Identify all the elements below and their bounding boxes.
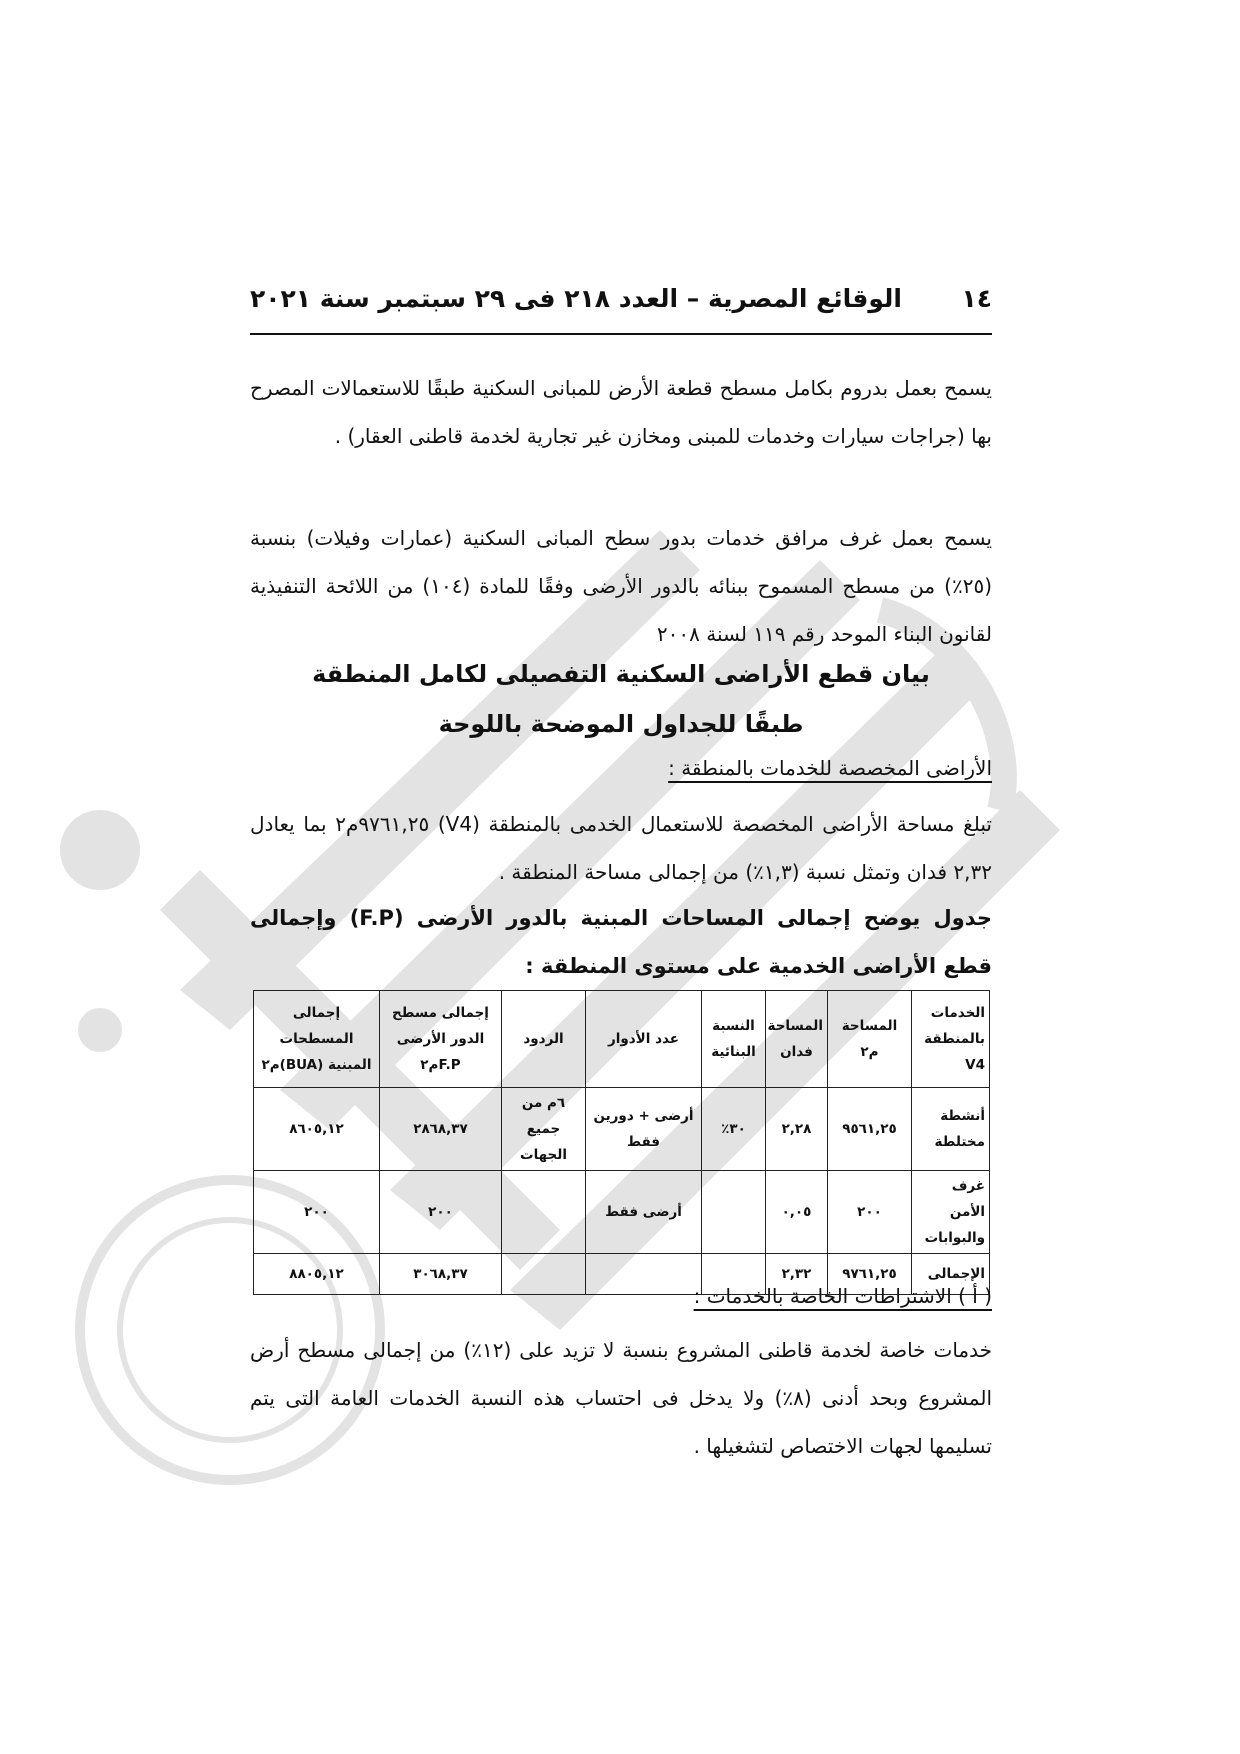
table-row xyxy=(254,1171,990,1254)
table-cell: ٨٦٠٥,١٢ xyxy=(254,1088,380,1171)
table-cell xyxy=(702,1171,766,1254)
column-header: الخدمات بالمنطقة V4 xyxy=(912,991,990,1088)
gazette-title: الوقائع المصرية – العدد ٢١٨ فى ٢٩ سبتمبر سنة ٢٠٢١ xyxy=(250,283,902,313)
table-cell: أنشطة مختلطة xyxy=(912,1088,990,1171)
table-cell: ٨٨٠٥,١٢ xyxy=(254,1254,380,1295)
column-header: النسبة البنائية xyxy=(702,991,766,1088)
table-cell: ٩٧٦١,٢٥ xyxy=(828,1254,912,1295)
table-cell: ٠,٠٥ xyxy=(766,1171,828,1254)
table-cell: ٢,٣٢ xyxy=(766,1254,828,1295)
page-number: ١٤ xyxy=(961,283,992,313)
column-header: إجمالى المسطحات المبنية (BUA)م٢ xyxy=(254,991,380,1088)
table-cell: أرضى + دورين فقط xyxy=(586,1088,702,1171)
table-caption: جدول يوضح إجمالى المساحات المبنية بالدور الأرضى (F.P) وإجمالى قطع الأراضى الخدمية على مستوى المنطقة : xyxy=(250,906,992,978)
table-cell: ٢٠٠ xyxy=(380,1171,502,1254)
column-header: المساحة م٢ xyxy=(828,991,912,1088)
paragraph-services-area: تبلغ مساحة الأراضى المخصصة للاستعمال الخدمى بالمنطقة (V4) ٩٧٦١,٢٥م٢ بما يعادل ٢,٣٢ فدان وتمثل نسبة (١,٣٪) من إجمالى مساحة المنطقة . xyxy=(250,812,992,884)
column-header: المساحة فدان xyxy=(766,991,828,1088)
services-conditions-subhead-text: ( أ ) الاشتراطات الخاصة بالخدمات : xyxy=(693,1284,992,1308)
table-cell: ٢٠٠ xyxy=(254,1171,380,1254)
table-row xyxy=(254,1088,990,1171)
column-header: عدد الأدوار xyxy=(586,991,702,1088)
services-table xyxy=(253,990,990,1295)
table-cell: غرف الأمن والبوابات xyxy=(912,1171,990,1254)
column-header: الردود xyxy=(502,991,586,1088)
header-divider xyxy=(250,333,992,335)
table-cell: أرضى فقط xyxy=(586,1171,702,1254)
table-cell: ٣٠٦٨,٣٧ xyxy=(380,1254,502,1295)
table-cell: ٢٨٦٨,٣٧ xyxy=(380,1088,502,1171)
section-subheading: طبقًا للجداول الموضحة باللوحة xyxy=(438,710,804,738)
table-cell: ٩٥٦١,٢٥ xyxy=(828,1088,912,1171)
table-cell: ٢٠٠ xyxy=(828,1171,912,1254)
services-land-subhead xyxy=(250,756,992,780)
table-header-row xyxy=(254,991,990,1088)
services-conditions-subhead xyxy=(250,1284,992,1308)
table-cell: ٢,٢٨ xyxy=(766,1088,828,1171)
table-cell xyxy=(502,1171,586,1254)
section-heading: بيان قطع الأراضى السكنية التفصيلى لكامل المنطقة xyxy=(312,660,930,688)
table-cell: ٦م من جميع الجهات xyxy=(502,1088,586,1171)
paragraph-roof-rooms: يسمح بعمل غرف مرافق خدمات بدور سطح المبانى السكنية (عمارات وفيلات) بنسبة (٢٥٪) من مسطح المسموح ببنائه بالدور الأرضى وفقًا للمادة (١٠٤) من اللائحة التنفيذية لقانون البناء الموحد رقم ١١٩ لسنة ٢٠٠٨ xyxy=(250,526,993,646)
table-cell: ٣٠٪ xyxy=(702,1088,766,1171)
services-land-subhead-text: الأراضى المخصصة للخدمات بالمنطقة : xyxy=(668,756,992,780)
column-header: إجمالى مسطح الدور الأرضى F.Pم٢ xyxy=(380,991,502,1088)
page-header xyxy=(250,276,992,320)
paragraph-private-services: خدمات خاصة لخدمة قاطنى المشروع بنسبة لا تزيد على (١٢٪) من إجمالى مسطح أرض المشروع وبحد أدنى (٨٪) ولا يدخل فى احتساب هذه النسبة الخدمات العامة التى يتم تسليمها لجهات الاختصاص لتشغيلها . xyxy=(250,1338,993,1458)
table-cell: الإجمالى xyxy=(912,1254,990,1295)
paragraph-basement: يسمح بعمل بدروم بكامل مسطح قطعة الأرض للمبانى السكنية طبقًا للاستعمالات المصرح بها (جراجات سيارات وخدمات للمبنى ومخازن غير تجارية لخدمة قاطنى العقار) . xyxy=(250,376,992,448)
